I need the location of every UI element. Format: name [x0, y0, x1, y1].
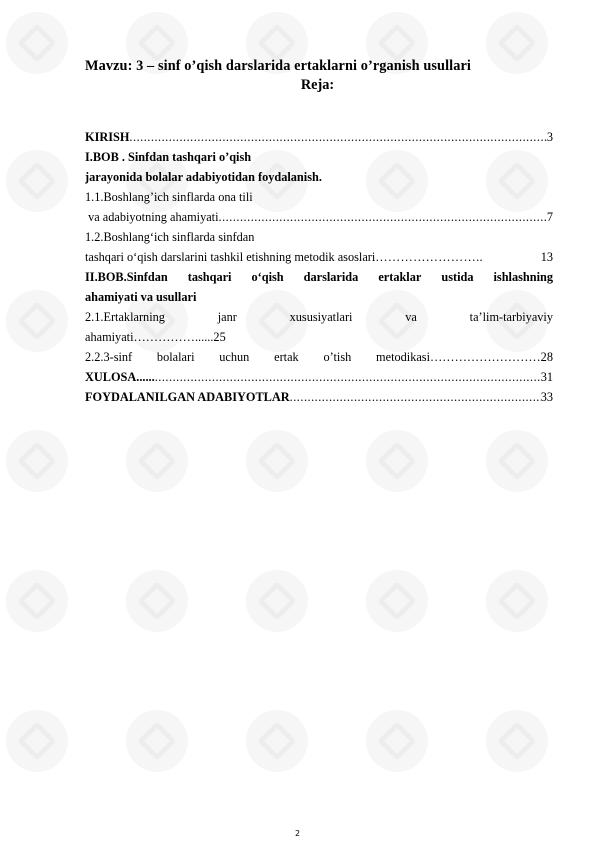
toc-word: ta’lim-tarbiyaviy — [469, 310, 553, 324]
toc-page-number: 31 — [540, 370, 553, 384]
toc-chapter-2-title[interactable] — [85, 267, 553, 287]
toc-word: janr — [217, 310, 237, 324]
toc-page-number: 7 — [546, 210, 553, 224]
toc-word: darslarida — [303, 270, 359, 284]
toc-entry-label: KIRISH — [85, 130, 130, 144]
table-of-contents — [85, 127, 553, 407]
toc-word: II.BOB.Sinfdan — [85, 270, 168, 284]
toc-entry-kirish[interactable] — [85, 127, 553, 147]
toc-word: tashqari — [187, 270, 232, 284]
toc-word: 2.2.3-sinf — [85, 350, 133, 364]
toc-word: metodikasi………………………28 — [376, 350, 553, 364]
page-number: 2 — [294, 829, 301, 838]
toc-section-1-2-title[interactable]: 1.2.Boshlang‘ich sinflarda sinfdan — [85, 230, 255, 244]
toc-section-2-1-page: ahamiyati……………......25 — [85, 330, 226, 344]
toc-section-2-2[interactable] — [85, 347, 553, 367]
toc-section-1-1-title[interactable]: 1.1.Boshlang’ich sinflarda ona tili — [85, 190, 253, 204]
toc-chapter-1-subtitle: jarayonida bolalar adabiyotidan foydalanish. — [85, 170, 322, 184]
toc-page-number: 13 — [540, 250, 553, 264]
dot-leader — [155, 367, 541, 387]
toc-entry-label: XULOSA...... — [85, 370, 155, 384]
toc-word: ustida — [441, 270, 474, 284]
toc-word: ertaklar — [378, 270, 422, 284]
toc-word: ertak — [274, 350, 299, 364]
toc-word: bolalari — [156, 350, 195, 364]
toc-word: ishlashning — [493, 270, 553, 284]
dot-leader — [219, 207, 547, 227]
page-title: Mavzu: 3 – sinf o’qish darslarida ertaklarni o’rganish usullari — [85, 58, 471, 74]
toc-section-2-1-title[interactable] — [85, 307, 553, 327]
toc-word: o’tish — [323, 350, 352, 364]
dot-leader — [129, 127, 546, 147]
toc-chapter-2-subtitle: ahamiyati va usullari — [85, 290, 197, 304]
toc-page-number: 33 — [540, 390, 553, 404]
toc-chapter-1-title[interactable]: I.BOB . Sinfdan tashqari o’qish — [85, 150, 252, 164]
plan-heading: Reja: — [300, 77, 335, 93]
toc-word: 2.1.Ertaklarning — [85, 310, 165, 324]
toc-word: o‘qish — [251, 270, 284, 284]
toc-entry-section-1-1[interactable] — [85, 207, 553, 227]
toc-entry-adabiyotlar[interactable] — [85, 387, 553, 407]
toc-word: uchun — [219, 350, 250, 364]
toc-entry-label: FOYDALANILGAN ADABIYOTLAR — [85, 390, 290, 404]
toc-word: xususiyatlari — [289, 310, 353, 324]
toc-entry-label: va adabiyotning ahamiyati — [85, 210, 219, 224]
dot-leader — [290, 387, 541, 407]
toc-entry-section-1-2[interactable] — [85, 247, 553, 267]
toc-page-number: 3 — [546, 130, 553, 144]
toc-entry-xulosa[interactable] — [85, 367, 553, 387]
toc-word: va — [405, 310, 417, 324]
dot-leader: …………………….. — [375, 250, 483, 264]
toc-entry-label: tashqari o‘qish darslarini tashkil etishning metodik asoslari — [85, 250, 376, 264]
